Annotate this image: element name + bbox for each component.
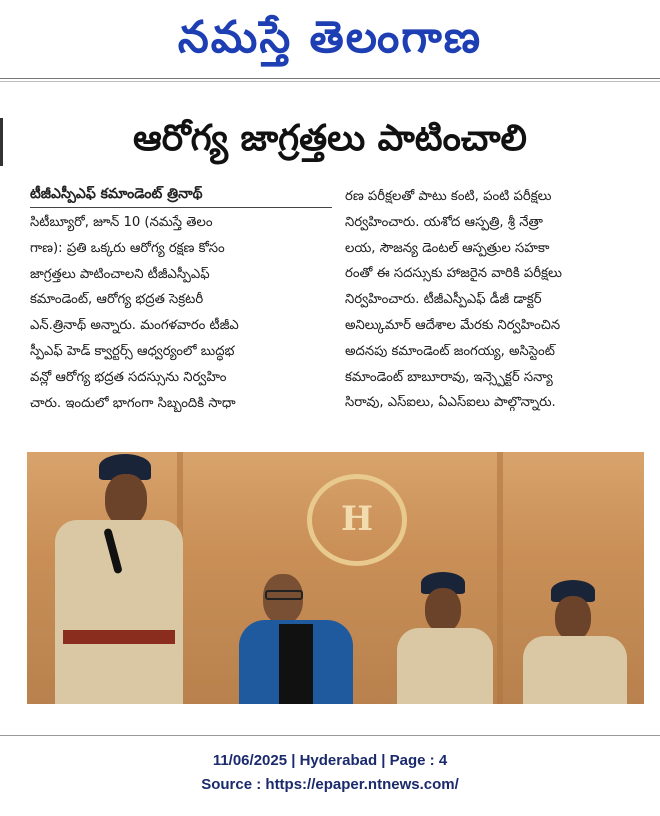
article-text-line: జాగ్రత్తలు పాటించాలని టీజీఎస్పీఎఫ్ [30, 266, 210, 282]
article-right-column [345, 184, 643, 416]
officer-head [555, 596, 591, 640]
subheadline-underline [30, 207, 332, 208]
black-tshirt [279, 624, 313, 704]
officer-uniform [523, 636, 627, 704]
article-text-line: కమాండెంట్ బాబూరావు, ఇన్స్పెక్టర్ సన్యా [345, 369, 553, 385]
speaker-head [105, 474, 147, 526]
article-text-line: రంతో ఈ సదస్సుకు హాజరైన వారికి పరీక్షలు [345, 266, 562, 282]
article-text-line: వన్లో ఆరోగ్య భద్రత సదస్సును నిర్వహిం [30, 369, 227, 385]
article-subheadline: టీజీఎస్పీఎఫ్ కమాండెంట్ త్రినాథ్ [30, 186, 203, 202]
emblem-logo: H [340, 499, 374, 539]
article-text-line: అదనపు కమాండెంట్ జంగయ్య, అసిస్టెంట్ [345, 343, 555, 359]
masthead-divider [0, 78, 660, 79]
glasses-icon [265, 590, 303, 600]
article-text-line: సిరావు, ఎస్ఐలు, ఏఎస్ఐలు పాల్గొన్నారు. [345, 395, 556, 411]
article-headline: ఆరోగ్య జాగ్రత్తలు పాటించాలి [133, 118, 527, 159]
article-text-line: స్పీఎఫ్ హెడ్ క్వార్టర్స్ ఆధ్వర్యంలో బుద్ధభ [30, 343, 235, 359]
article-text-line: అనిల్కుమార్ ఆదేశాల మేరకు నిర్వహించిన [345, 317, 561, 333]
article-text-line: చారు. ఇందులో భాగంగా సిబ్బందికి సాధా [30, 395, 236, 411]
speaker-uniform [55, 520, 183, 704]
edition-info: 11/06/2025 | Hyderabad | Page : 4 [212, 752, 448, 769]
footer-divider [0, 735, 660, 736]
article-text-line: నిర్వహించారు. యశోద ఆస్పత్రి, శ్రీ నేత్రా [345, 214, 543, 230]
wall-panel-line [497, 452, 503, 704]
masthead-divider-secondary [0, 81, 660, 82]
source-link[interactable]: Source : https://epaper.ntnews.com/ [201, 776, 459, 793]
article-left-column [30, 210, 332, 416]
article-text-line: లయ, సౌజన్య డెంటల్ ఆస్పత్రుల సహకా [345, 240, 550, 256]
article-text-line: ఎన్.త్రినాథ్ అన్నారు. మంగళవారం టీజీఎ [30, 318, 239, 334]
masthead: నమస్తే తెలంగాణ [177, 12, 483, 63]
article-text-line: కమాండెంట్, ఆరోగ్య భద్రత సెక్రటరీ [30, 292, 204, 308]
article-text-line: సిటీబ్యూరో, జూన్ 10 (నమస్తే తెలం [30, 215, 213, 230]
event-photo [27, 452, 644, 704]
article-text-line: గాణ): ప్రతి ఒక్కరు ఆరోగ్య రక్షణ కోసం [30, 240, 225, 256]
article-text-line: నిర్వహించారు. టీజీఎస్పీఎఫ్ డీజీ డాక్టర్ [345, 292, 542, 308]
article-text-line: రణ పరీక్షలతో పాటు కంటి, పంటి పరీక్షలు [345, 189, 552, 204]
speaker-belt [63, 630, 175, 644]
officer-uniform [397, 628, 493, 704]
officer-head [425, 588, 461, 632]
